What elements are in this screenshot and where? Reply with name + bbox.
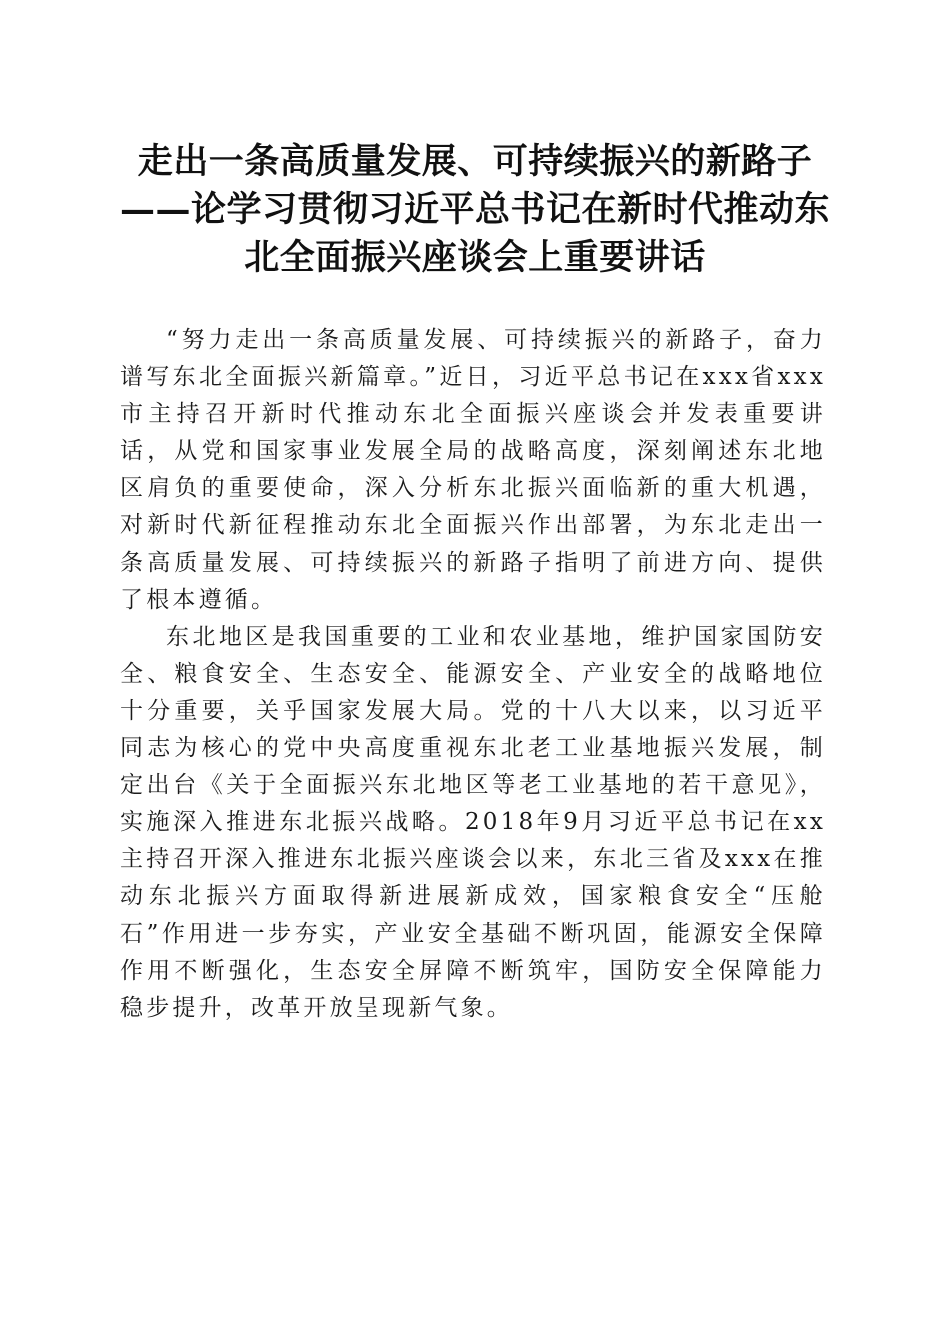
paragraph-2: 东北地区是我国重要的工业和农业基地，维护国家国防安全、粮食安全、生态安全、能源安全、产业安全的战略地位十分重要，关乎国家发展大局。党的十八大以来，以习近平同志为核心的党中央高度重视东北老工业基地振兴发展，制定出台《关于全面振兴东北地区等老工业基地的若干意见》，实施深入推进东北振兴战略。2018年9月习近平总书记在xx主持召开深入推进东北振兴座谈会以来，东北三省及xxx在推动东北振兴方面取得新进展新成效，国家粮食安全“压舱石”作用进一步夯实，产业安全基础不断巩固，能源安全保障作用不断强化，生态安全屏障不断筑牢，国防安全保障能力稳步提升，改革开放呈现新气象。 [120, 623, 826, 1021]
document-body [120, 322, 826, 1027]
title-line-3: 北全面振兴座谈会上重要讲话 [244, 237, 706, 278]
title-line-2: ——论学习贯彻习近平总书记在新时代推动东 [120, 189, 831, 230]
paragraph-1: “努力走出一条高质量发展、可持续振兴的新路子，奋力谱写东北全面振兴新篇章。”近日，习近平总书记在xxx省xxx市主持召开新时代推动东北全面振兴座谈会并发表重要讲话，从党和国家事业发展全局的战略高度，深刻阐述东北地区肩负的重要使命，深入分析东北振兴面临新的重大机遇，对新时代新征程推动东北全面振兴作出部署，为东北走出一条高质量发展、可持续振兴的新路子指明了前进方向、提供了根本遵循。 [120, 327, 826, 613]
document-title [120, 138, 830, 282]
title-line-1: 走出一条高质量发展、可持续振兴的新路子 [137, 141, 813, 182]
